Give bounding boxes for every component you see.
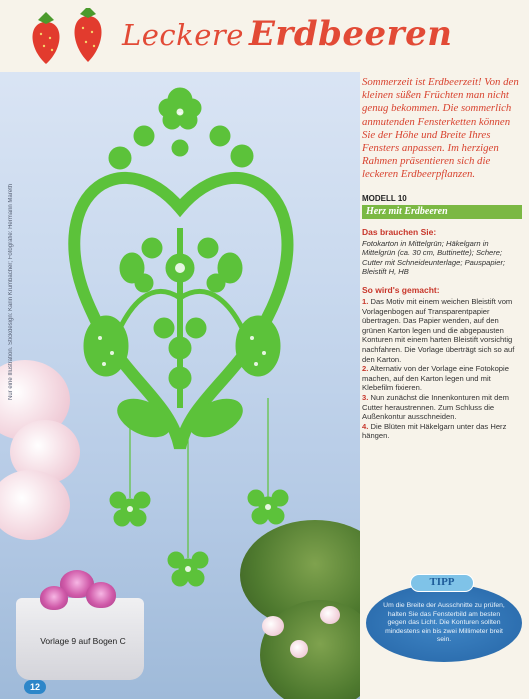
tip-text: Um die Breite der Ausschnitte zu prüfen, halten Sie das Fensterbild am besten gegen das Licht. Die Konturen sollten mindestens ein bis zwei Millimeter breit sein.	[383, 602, 505, 644]
tip-label: TIPP	[410, 574, 474, 592]
text-column	[362, 76, 522, 441]
strawberry-shape	[84, 316, 128, 376]
materials-text: Fotokarton in Mittelgrün; Häkelgarn in Mittelgrün (ca. 30 cm, Buttinette); Schere; Cutter mit Schneideunterlage; Pauspapier; Bleistift H, HB	[362, 238, 506, 277]
white-flower	[320, 606, 340, 624]
step-text: Die Blüten mit Häkelgarn unter das Herz hängen.	[362, 421, 507, 441]
strawberry-shape	[236, 316, 280, 376]
model-number: MODELL 10	[362, 193, 407, 203]
step-number: 1.	[362, 297, 369, 306]
step-text: Nun zunächst die Innenkonturen mit dem Cutter heraustrennen. Zum Schluss die Außenkontur ausschneiden.	[362, 392, 509, 422]
white-flower	[290, 640, 308, 658]
intro-text: Sommerzeit ist Erdbeerzeit! Von den kleinen süßen Früchten man nicht genug bekommen. Die sommerlich anmutenden Fensterketten können Sie der Höhe und Breite Ihres Fensters anpassen. Im herzigen Rahmen präsentieren sich die leckeren Erdbeerpflanzen.	[362, 76, 519, 181]
template-note: Vorlage 9 auf Bogen C	[40, 636, 126, 646]
step-text: Das Motiv mit einem weichen Bleistift vom Vorlagenbogen auf Transparentpapier übertragen. Das Papier wenden, auf den grünen Karton legen und die abgepausten Konturen mit einem harten Bleistift vorsichtig nachfahren. Die Vorlage überträgt sich so auf den Karton.	[362, 297, 515, 364]
title-part-1: Leckere	[122, 18, 244, 52]
step-number: 3.	[362, 392, 369, 402]
instructions-list	[362, 297, 522, 441]
strawberry-heart-paper-cutout	[60, 78, 350, 608]
instructions-heading: So wird's gemacht:	[362, 285, 440, 295]
instruction-step	[362, 393, 522, 422]
page-header	[0, 0, 529, 72]
instruction-step	[362, 297, 522, 364]
page-number: 12	[24, 680, 46, 694]
photo-credit: Nur eine Illustration. Stickdesign: Karin Krumbacher; Fotografie: Hermann Mareth	[8, 183, 14, 400]
title-part-2: Erdbeeren	[249, 14, 453, 54]
step-number: 4.	[362, 421, 369, 431]
step-text: Alternativ von der Vorlage eine Fotokopie machen, auf den Karton legen und mit Klebefilm fixieren.	[362, 364, 509, 393]
model-name-bar: Herz mit Erdbeeren	[362, 205, 522, 219]
instruction-step	[362, 364, 522, 393]
page-title	[122, 14, 452, 54]
tip-bubble	[366, 584, 522, 662]
instruction-step	[362, 422, 522, 441]
step-number: 2.	[362, 364, 369, 374]
white-flower	[262, 616, 284, 636]
strawberry-icon	[26, 8, 118, 66]
materials-heading: Das brauchen Sie:	[362, 226, 437, 237]
